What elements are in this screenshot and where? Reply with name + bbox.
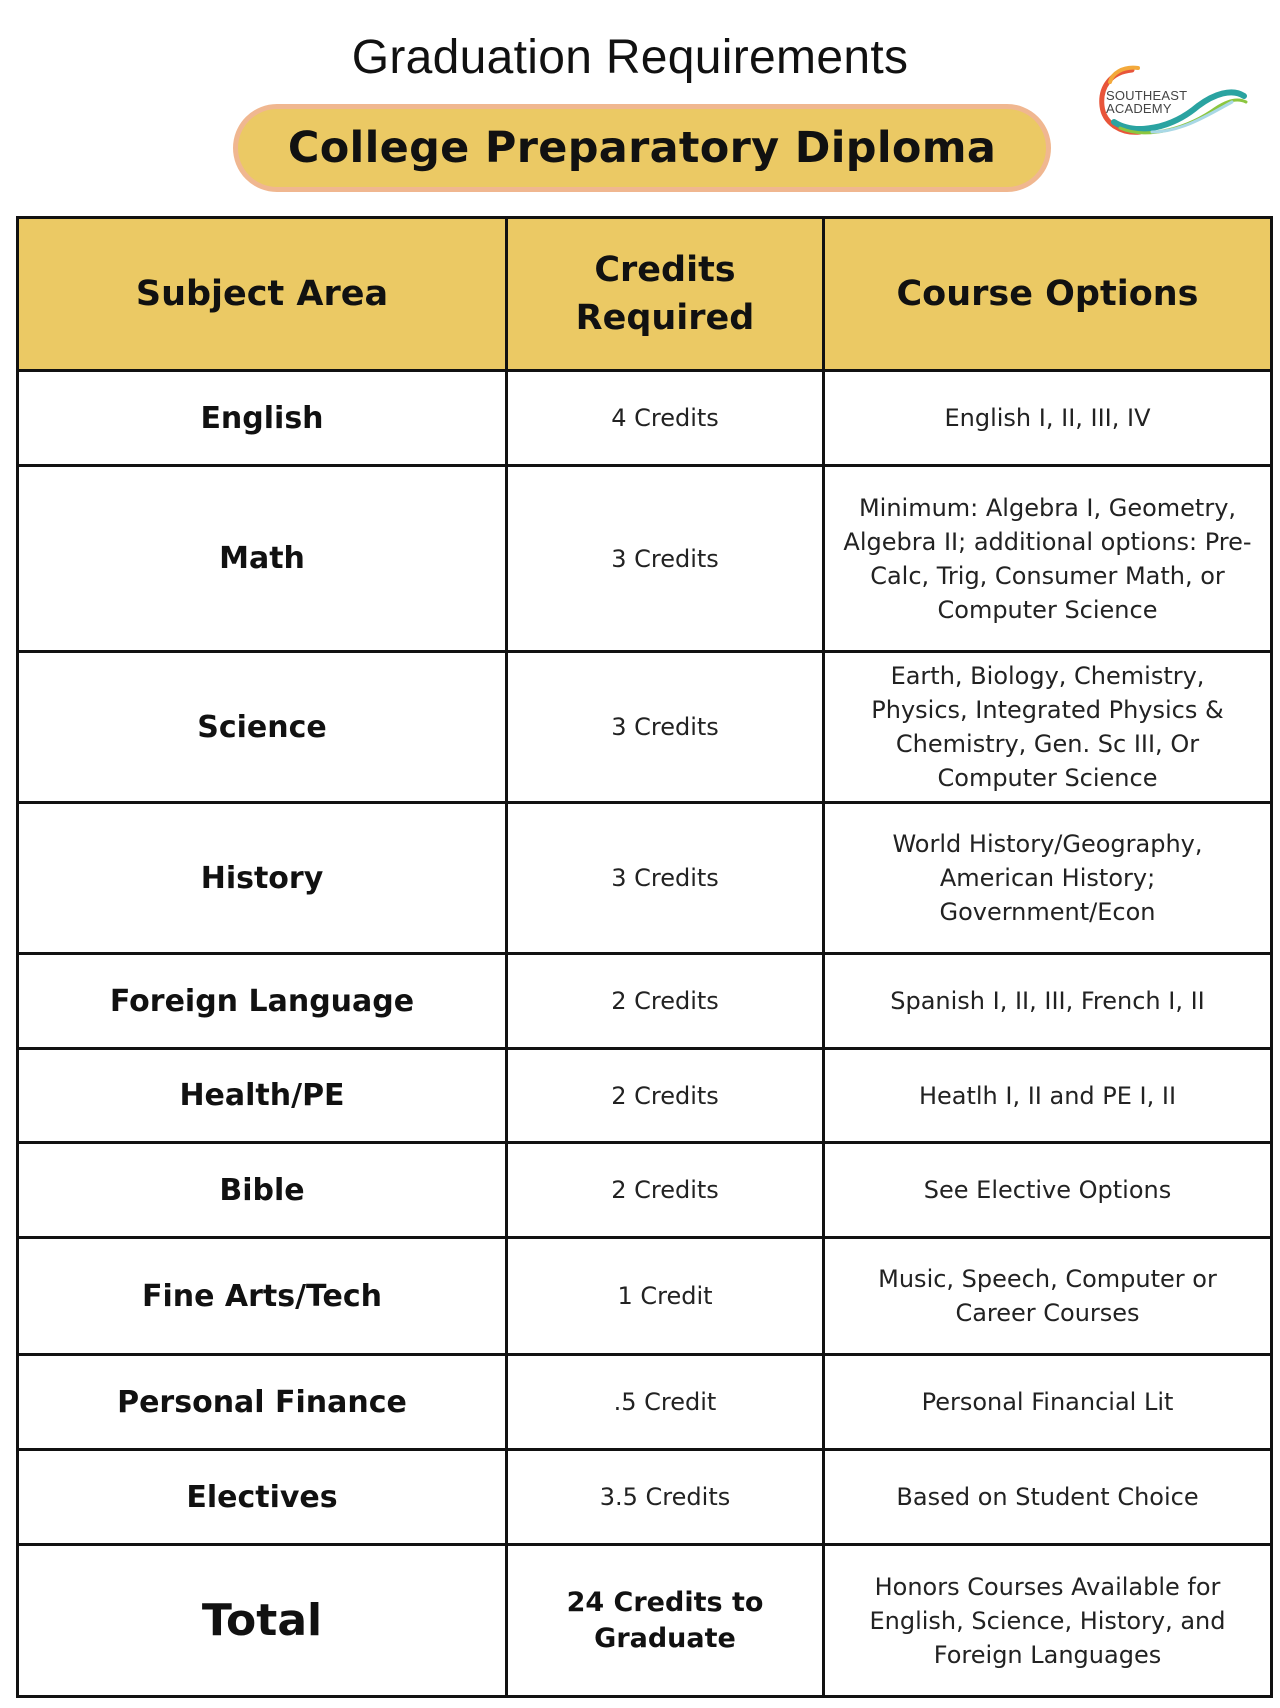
column-header-subject: Subject Area <box>18 218 507 371</box>
table-header-row <box>18 218 1272 371</box>
credits-cell: 2 Credits <box>507 954 824 1049</box>
subject-cell: English <box>18 371 507 466</box>
credits-cell: 3 Credits <box>507 466 824 652</box>
credits-cell: 3 Credits <box>507 803 824 954</box>
table-row <box>18 1143 1272 1238</box>
options-cell: Heatlh I, II and PE I, II <box>824 1049 1272 1143</box>
subject-cell: Math <box>18 466 507 652</box>
credits-cell: 3.5 Credits <box>507 1450 824 1545</box>
table-row <box>18 954 1272 1049</box>
options-cell: English I, II, III, IV <box>824 371 1272 466</box>
subject-cell: Fine Arts/Tech <box>18 1238 507 1355</box>
logo-text <box>1106 89 1187 115</box>
credits-cell: 2 Credits <box>507 1049 824 1143</box>
total-label: Total <box>18 1545 507 1697</box>
credits-cell: 3 Credits <box>507 652 824 803</box>
table-row <box>18 1355 1272 1450</box>
table-row <box>18 1049 1272 1143</box>
table-row <box>18 371 1272 466</box>
page-title: Graduation Requirements <box>351 31 909 84</box>
subject-cell: Health/PE <box>18 1049 507 1143</box>
subject-cell: Science <box>18 652 507 803</box>
table-row <box>18 1450 1272 1545</box>
credits-cell: 4 Credits <box>507 371 824 466</box>
column-header-credits: Credits Required <box>507 218 824 371</box>
column-header-options: Course Options <box>824 218 1272 371</box>
logo-line-1: SOUTHEAST <box>1106 88 1188 103</box>
diploma-title: College Preparatory Diploma <box>287 123 997 173</box>
credits-cell: .5 Credit <box>507 1355 824 1450</box>
options-cell: Minimum: Algebra I, Geometry, Algebra II; additional options: Pre-Calc, Trig, Consumer Math, or Computer Science <box>824 466 1272 652</box>
subject-cell: Personal Finance <box>18 1355 507 1450</box>
total-credits: 24 Credits to Graduate <box>507 1545 824 1697</box>
options-cell: Music, Speech, Computer or Career Courses <box>824 1238 1272 1355</box>
table-row-total <box>18 1545 1272 1697</box>
options-cell: Earth, Biology, Chemistry, Physics, Integrated Physics & Chemistry, Gen. Sc III, Or Computer Science <box>824 652 1272 803</box>
table-row <box>18 652 1272 803</box>
options-cell: World History/Geography, American History; Government/Econ <box>824 803 1272 954</box>
diploma-banner <box>233 104 1051 192</box>
school-logo <box>1092 62 1250 150</box>
table-row <box>18 803 1272 954</box>
table-row <box>18 1238 1272 1355</box>
options-cell: See Elective Options <box>824 1143 1272 1238</box>
subject-cell: History <box>18 803 507 954</box>
table-row <box>18 466 1272 652</box>
subject-cell: Electives <box>18 1450 507 1545</box>
credits-cell: 1 Credit <box>507 1238 824 1355</box>
options-cell: Personal Financial Lit <box>824 1355 1272 1450</box>
honors-note: Honors Courses Available for English, Science, History, and Foreign Languages <box>824 1545 1272 1697</box>
options-cell: Spanish I, II, III, French I, II <box>824 954 1272 1049</box>
subject-cell: Bible <box>18 1143 507 1238</box>
options-cell: Based on Student Choice <box>824 1450 1272 1545</box>
logo-line-2: ACADEMY <box>1106 101 1172 116</box>
requirements-table <box>16 216 1273 1698</box>
subject-cell: Foreign Language <box>18 954 507 1049</box>
credits-cell: 2 Credits <box>507 1143 824 1238</box>
